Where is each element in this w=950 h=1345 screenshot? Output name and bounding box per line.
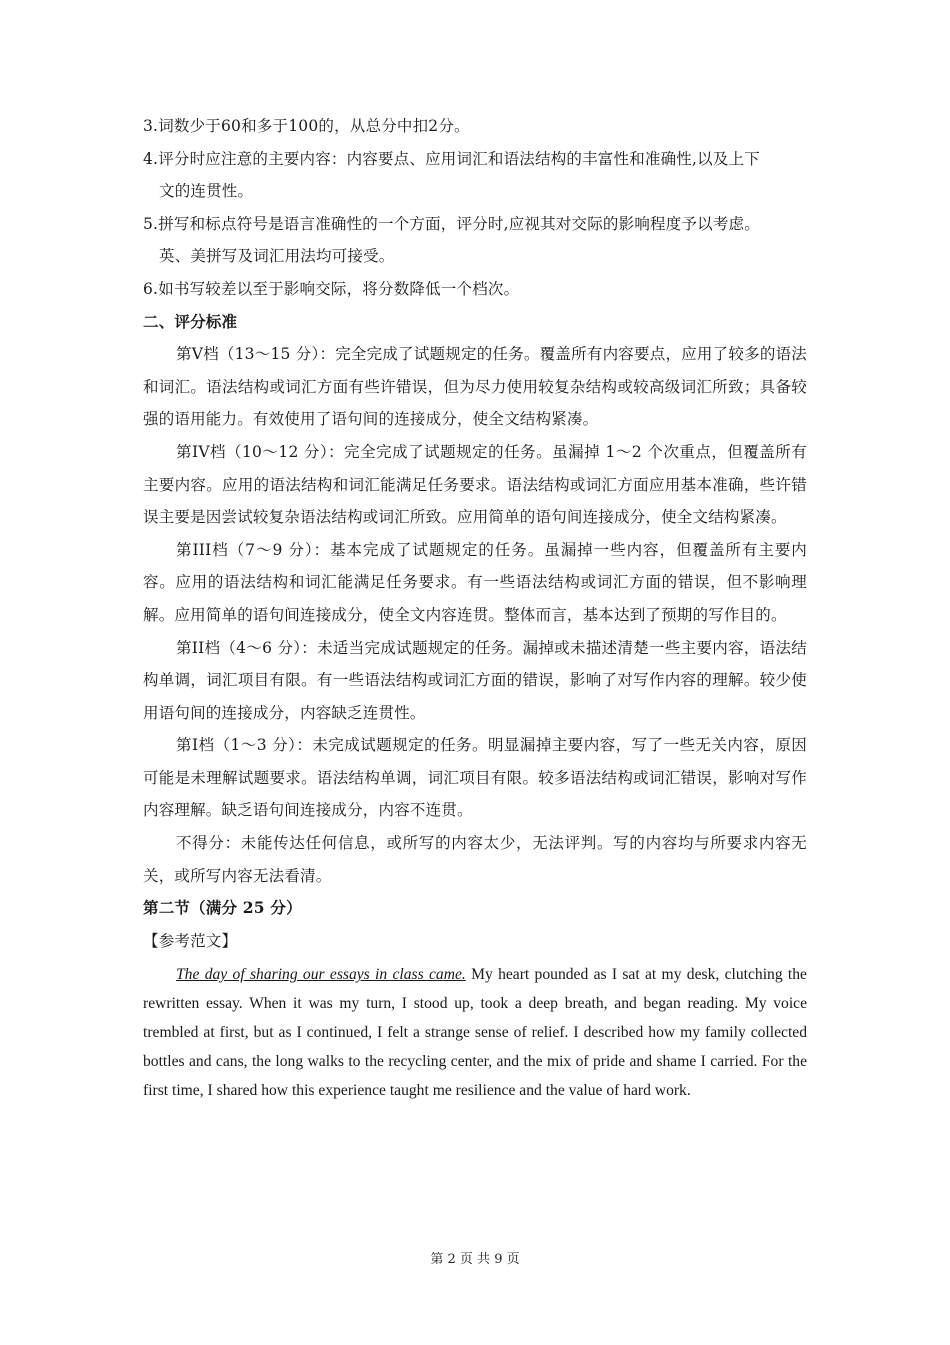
note-3: 3.词数少于60和多于100的，从总分中扣2分。 <box>143 117 470 135</box>
note-4-line-1: 4.评分时应注意的主要内容：内容要点、应用词汇和语法结构的丰富性和准确性,以及上下 <box>143 149 760 168</box>
level-1-paragraph: 第I档（1～3 分）：未完成试题规定的任务。明显漏掉主要内容，写了一些无关内容，原因可能是未理解试题要求。语法结构单调，词汇项目有限。较多语法结构或词汇错误，影响对写作内容理解。缺乏语句间连接成分，内容不连贯。 <box>143 736 807 820</box>
essay-body: My heart pounded as I sat at my desk, clutching the rewritten essay. When it was my turn, I stood up, took a deep breath, and began reading. My voice trembled at first, but as I continued, I felt a strange sense of relief. I described how my family collected bottles and cans, the long walks to the recycling center, and the mix of pride and shame I carried. For the first time, I shared how this experience taught me resilience and the value of hard work. <box>143 966 807 1100</box>
level-3-paragraph: 第III档（7～9 分）：基本完成了试题规定的任务。虽漏掉一些内容，但覆盖所有主要内容。应用的语法结构和词汇能满足任务要求。有一些语法结构或词汇方面的错误，但不影响理解。应用简单的语句间连接成分，使全文内容连贯。整体而言，基本达到了预期的写作目的。 <box>143 540 807 624</box>
section-heading-scoring-standard: 二、评分标准 <box>143 311 238 331</box>
level-2-paragraph: 第II档（4～6 分）：未适当完成试题规定的任务。漏掉或未描述清楚一些主要内容，语法结构单调，词汇项目有限。有一些语法结构或词汇方面的错误，影响了对写作内容的理解。较少使用语句间的连接成分，内容缺乏连贯性。 <box>143 638 807 722</box>
level-5-paragraph: 第V档（13～15 分）：完全完成了试题规定的任务。覆盖所有内容要点，应用了较多的语法和词汇。语法结构或词汇方面有些许错误，但为尽力使用较复杂结构或较高级词汇所致；具备较强的语用能力。有效使用了语句间的连接成分，使全文结构紧凑。 <box>143 345 807 429</box>
note-5-line-2: 英、美拼写及词汇用法均可接受。 <box>159 247 395 266</box>
essay-opening-sentence: The day of sharing our essays in class came. <box>176 966 466 984</box>
note-4-line-2: 文的连贯性。 <box>159 182 254 201</box>
level-4-paragraph: 第IV档（10～12 分）：完全完成了试题规定的任务。虽漏掉 1～2 个次重点，但覆盖所有主要内容。应用的语法结构和词汇能满足任务要求。语法结构或词汇方面应用基本准确，些许错误主要是因尝试较复杂语法结构或词汇所致。应用简单的语句间连接成分，使全文结构紧凑。 <box>143 442 807 527</box>
reference-essay <box>143 960 807 1105</box>
reference-essay-label: 【参考范文】 <box>143 931 238 950</box>
note-6: 6.如书写较差以至于影响交际，将分数降低一个档次。 <box>143 279 520 298</box>
section-heading-part-two: 第二节（满分 25 分） <box>143 898 302 918</box>
level-0-paragraph: 不得分：未能传达任何信息，或所写的内容太少，无法评判。写的内容均与所要求内容无关，或所写内容无法看清。 <box>143 834 807 885</box>
document-page <box>143 110 807 1105</box>
note-5-line-1: 5.拼写和标点符号是语言准确性的一个方面，评分时,应视其对交际的影响程度予以考虑。 <box>143 214 760 233</box>
page-number-footer: 第 2 页 共 9 页 <box>430 1252 520 1267</box>
